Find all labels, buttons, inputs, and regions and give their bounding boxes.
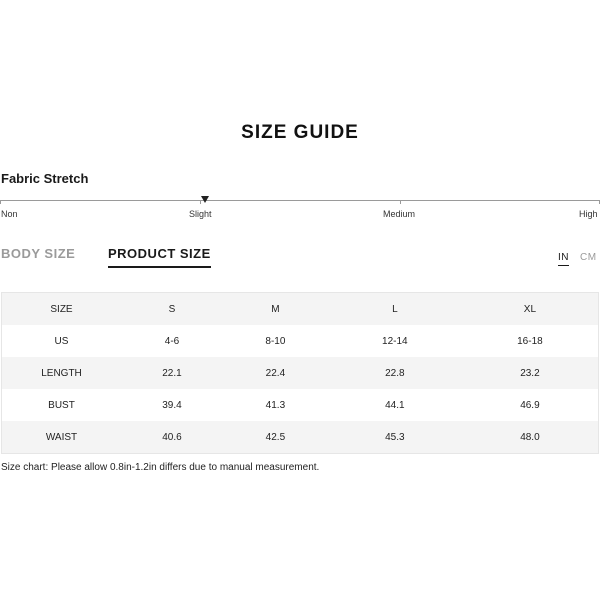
- table-header-cell: L: [328, 293, 462, 326]
- table-header-cell: SIZE: [2, 293, 122, 326]
- stretch-selected-marker-icon: [201, 196, 209, 203]
- page-title: SIZE GUIDE: [241, 122, 359, 143]
- table-cell: BUST: [2, 389, 122, 421]
- table-cell: US: [2, 325, 122, 357]
- table-cell: 45.3: [328, 421, 462, 454]
- stretch-level-high: High: [579, 209, 598, 219]
- table-cell: LENGTH: [2, 357, 122, 389]
- table-cell: 22.1: [121, 357, 223, 389]
- tab-body-size[interactable]: BODY SIZE: [1, 246, 76, 261]
- table-row: [2, 421, 599, 454]
- unit-toggle-in[interactable]: IN: [558, 252, 569, 266]
- table-cell: 8-10: [223, 325, 328, 357]
- unit-toggle-cm[interactable]: CM: [580, 252, 597, 263]
- table-header-cell: XL: [462, 293, 599, 326]
- measurement-note: Size chart: Please allow 0.8in-1.2in differs due to manual measurement.: [1, 462, 320, 473]
- table-header-cell: M: [223, 293, 328, 326]
- table-cell: 44.1: [328, 389, 462, 421]
- size-tabs: [0, 246, 600, 276]
- stretch-tick-non: [0, 200, 1, 204]
- table-cell: 46.9: [462, 389, 599, 421]
- table-cell: 42.5: [223, 421, 328, 454]
- table-cell: 22.8: [328, 357, 462, 389]
- table-cell: 23.2: [462, 357, 599, 389]
- stretch-level-medium: Medium: [383, 209, 416, 219]
- table-cell: 12-14: [328, 325, 462, 357]
- table-row: [2, 325, 599, 357]
- table-cell: 16-18: [462, 325, 599, 357]
- stretch-level-non: Non: [1, 209, 18, 219]
- table-cell: 40.6: [121, 421, 223, 454]
- stretch-tick-medium: [400, 200, 401, 204]
- table-cell: WAIST: [2, 421, 122, 454]
- tab-product-size[interactable]: PRODUCT SIZE: [108, 246, 211, 268]
- table-cell: 48.0: [462, 421, 599, 454]
- table-cell: 39.4: [121, 389, 223, 421]
- table-header-cell: S: [121, 293, 223, 326]
- table-row: [2, 357, 599, 389]
- fabric-stretch-label: Fabric Stretch: [1, 171, 89, 186]
- table-cell: 4-6: [121, 325, 223, 357]
- table-cell: 41.3: [223, 389, 328, 421]
- table-row: [2, 389, 599, 421]
- table-cell: 22.4: [223, 357, 328, 389]
- fabric-stretch-scale: [0, 196, 600, 226]
- table-header-row: [2, 293, 599, 326]
- stretch-level-slight: Slight: [189, 209, 212, 219]
- stretch-scale-line: [0, 200, 600, 201]
- size-table: [1, 292, 599, 454]
